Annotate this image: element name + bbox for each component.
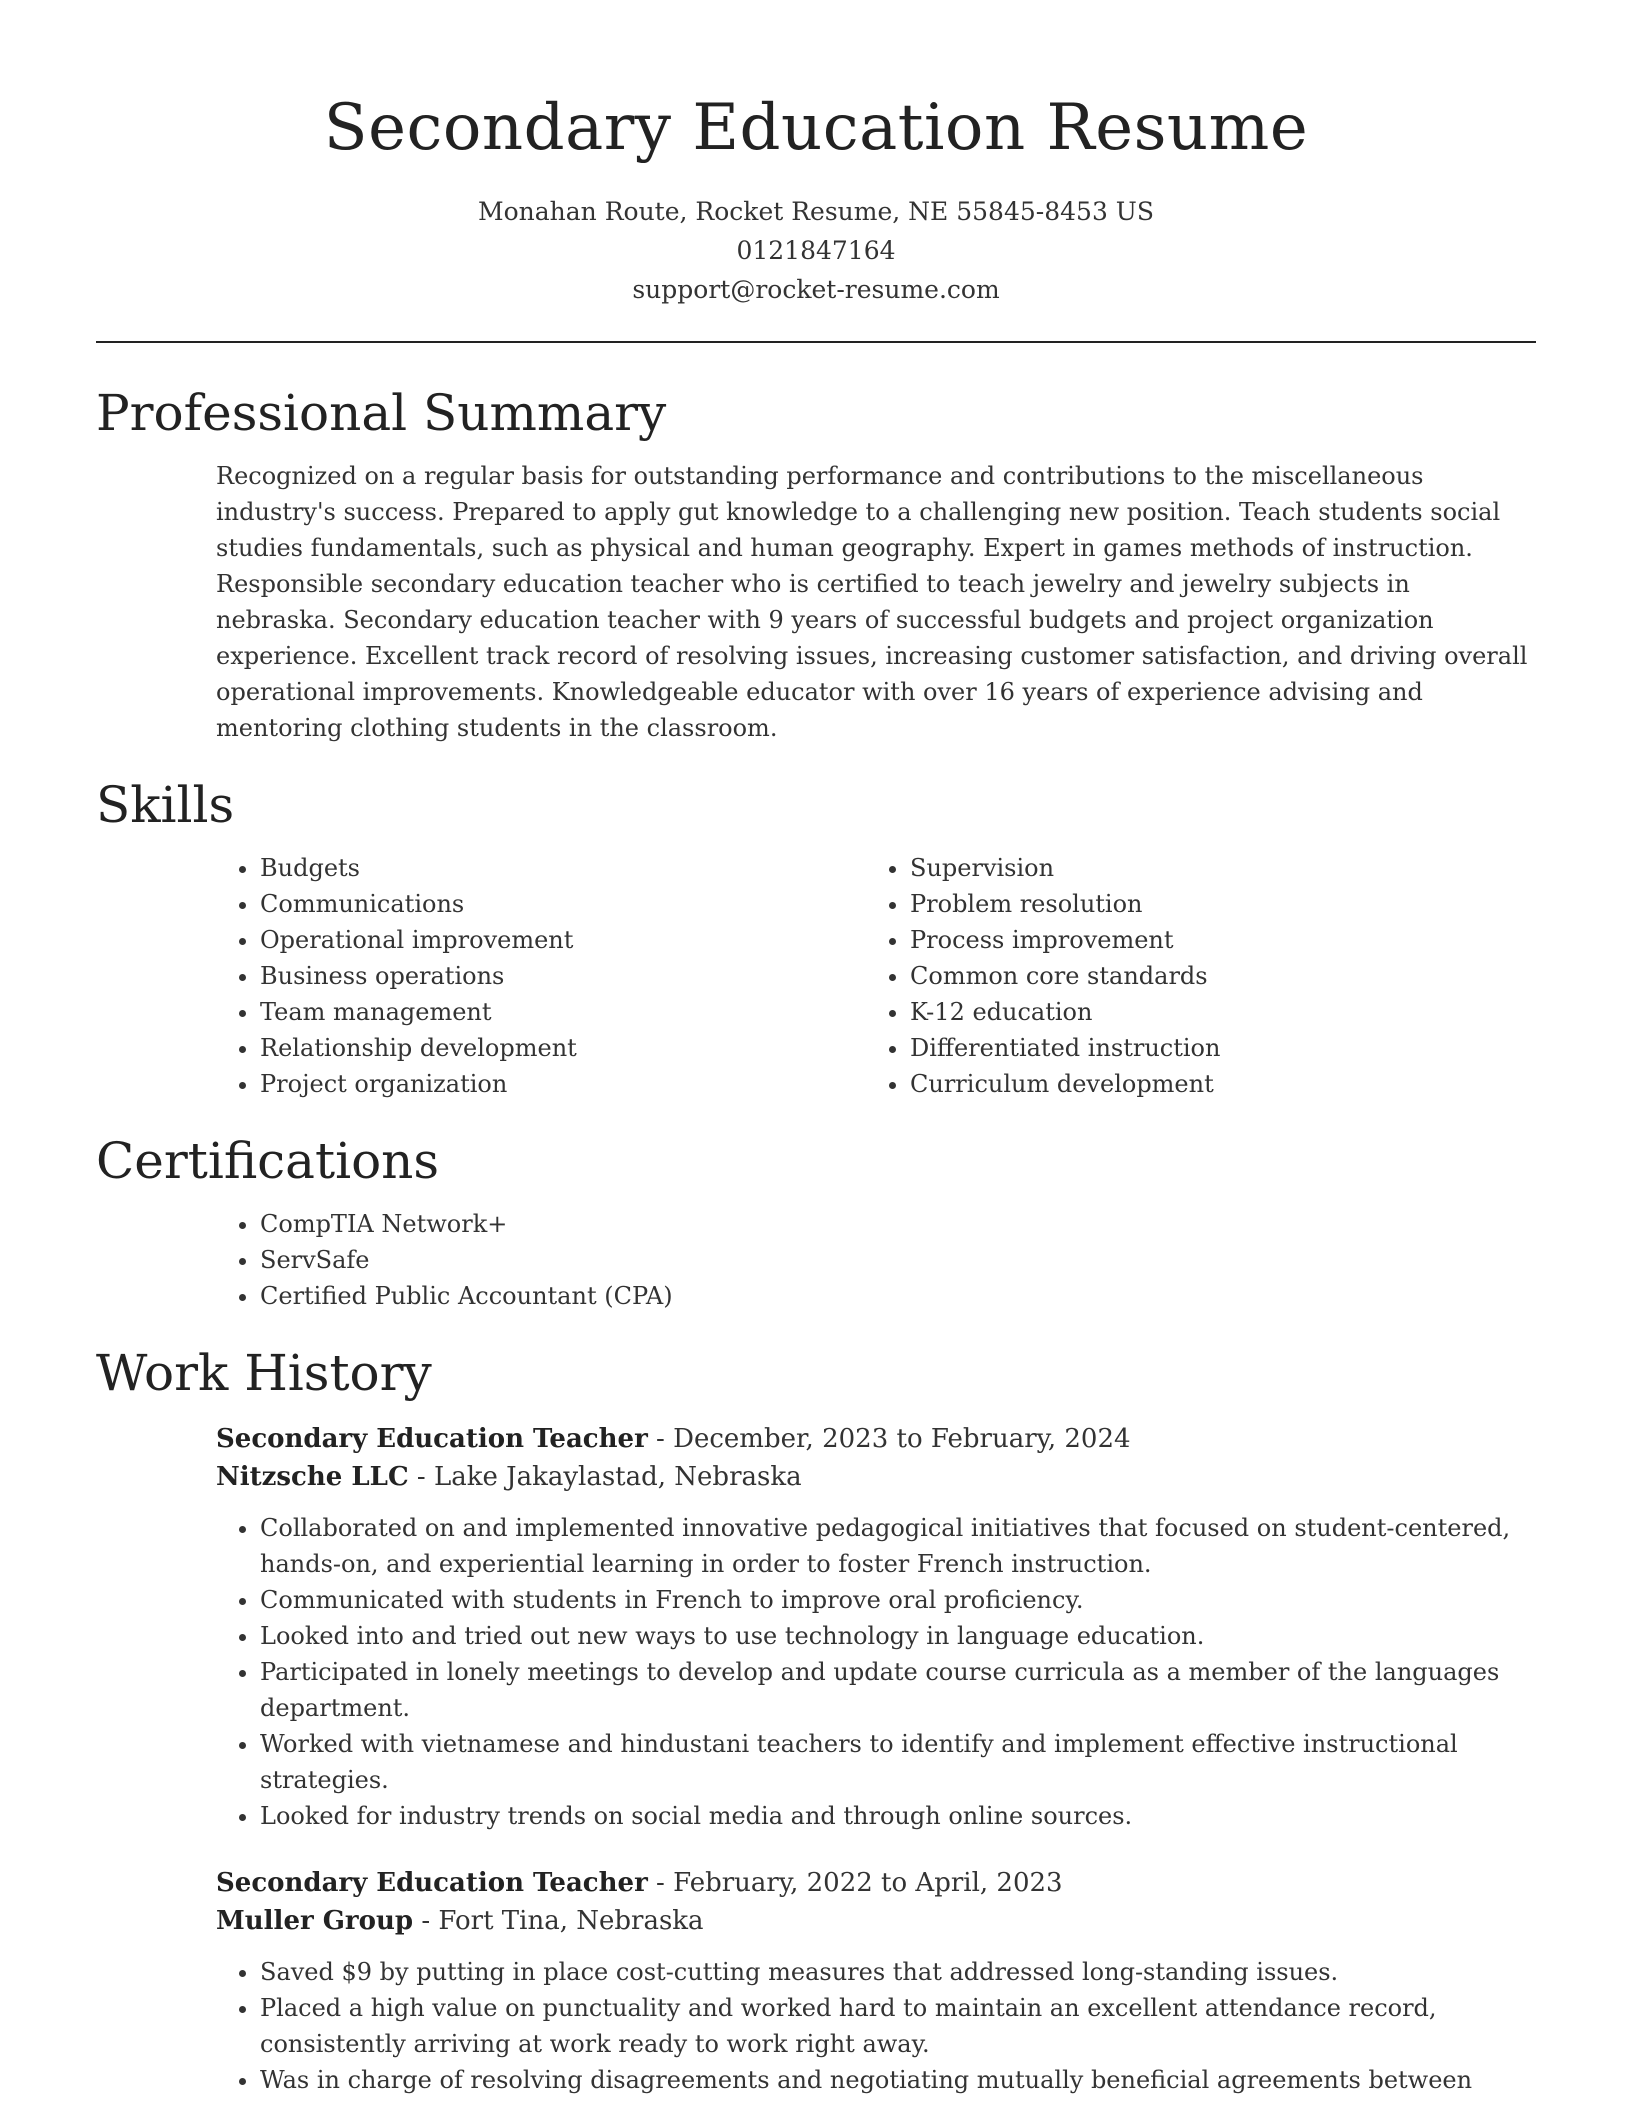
skills-list-right [866, 850, 1516, 1102]
certifications-section [0, 1128, 1632, 1314]
job-duty-item: • Looked for industry trends on social media and through online sources. [260, 1798, 1536, 1834]
resume-title: Secondary Education Resume [323, 91, 1309, 165]
job-duty-item: • Looked into and tried out new ways to use technology in language education. [260, 1618, 1536, 1654]
job-role: Secondary Education Teacher [216, 1424, 648, 1454]
header-divider [96, 341, 1536, 343]
job-duties-list [216, 1510, 1536, 1834]
skill-item: • Problem resolution [910, 886, 1516, 922]
job-company-line: Nitzsche LLC - Lake Jakaylastad, Nebraska [216, 1462, 802, 1492]
job-location: Lake Jakaylastad, Nebraska [433, 1462, 802, 1492]
job-company: Muller Group [216, 1906, 414, 1936]
job-duty-item: • Collaborated on and implemented innovative pedagogical initiatives that focused on student-centered, hands-on, and experiential learning in order to foster French instruction. [260, 1510, 1536, 1582]
job-entry [216, 1864, 1536, 2098]
phone: 0121847164 [736, 236, 896, 265]
job-dates: December, 2023 to February, 2024 [673, 1424, 1131, 1454]
job-duty-item: • Was in charge of resolving disagreements and negotiating mutually beneficial agreements between [260, 2062, 1536, 2098]
certifications-list [216, 1206, 1536, 1314]
email: support@rocket-resume.com [632, 275, 1000, 304]
certification-item: • CompTIA Network+ [260, 1206, 1536, 1242]
work-history-heading: Work History [96, 1344, 432, 1402]
summary-text: Recognized on a regular basis for outstanding performance and contributions to the miscellaneous industry's success. Prepared to apply gut knowledge to a challenging new position. Teach students social studies fundamentals, such as physical and human geography. Expert in games methods of instruction. Responsible secondary education teacher who is certified to teach jewelry and jewelry subjects in nebraska. Secondary education teacher with 9 years of successful budgets and project organization experience. Excellent track record of resolving issues, increasing customer satisfaction, and driving overall operational improvements. Knowledgeable educator with over 16 years of experience advising and mentoring clothing students in the classroom. [216, 462, 1528, 742]
skill-item: • Project organization [260, 1066, 866, 1102]
certifications-heading: Certifications [96, 1132, 440, 1190]
certification-item: • Certified Public Accountant (CPA) [260, 1278, 1536, 1314]
skill-item: • Operational improvement [260, 922, 866, 958]
skills-columns [216, 850, 1536, 1102]
job-dates: February, 2022 to April, 2023 [673, 1868, 1063, 1898]
address: Monahan Route, Rocket Resume, NE 55845-8453 US [478, 197, 1154, 226]
skill-item: • Differentiated instruction [910, 1030, 1516, 1066]
skill-item: • Common core standards [910, 958, 1516, 994]
skills-heading: Skills [96, 776, 235, 834]
skill-item: • Business operations [260, 958, 866, 994]
skills-section [0, 772, 1632, 1102]
skill-item: • K-12 education [910, 994, 1516, 1030]
job-duty-item: • Saved $9 by putting in place cost-cutting measures that addressed long-standing issues. [260, 1954, 1536, 1990]
job-duty-item: • Communicated with students in French to improve oral proficiency. [260, 1582, 1536, 1618]
skill-item: • Communications [260, 886, 866, 922]
summary-section [0, 380, 1632, 746]
skill-item: • Supervision [910, 850, 1516, 886]
skills-list-left [216, 850, 866, 1102]
skill-item: • Process improvement [910, 922, 1516, 958]
skill-item: • Budgets [260, 850, 866, 886]
job-role: Secondary Education Teacher [216, 1868, 648, 1898]
work-history-section [0, 1340, 1632, 2098]
certification-item: • ServSafe [260, 1242, 1536, 1278]
job-duty-item: • Placed a high value on punctuality and worked hard to maintain an excellent attendance record, consistently arriving at work ready to work right away. [260, 1990, 1536, 2062]
job-location: Fort Tina, Nebraska [438, 1906, 704, 1936]
job-title-line: Secondary Education Teacher - February, 2022 to April, 2023 [216, 1868, 1063, 1898]
job-duty-item: • Worked with vietnamese and hindustani teachers to identify and implement effective instructional strategies. [260, 1726, 1536, 1798]
job-company: Nitzsche LLC [216, 1462, 409, 1492]
resume-content [0, 380, 1632, 2098]
job-duty-item: • Participated in lonely meetings to develop and update course curricula as a member of the languages department. [260, 1654, 1536, 1726]
jobs-list [0, 1420, 1632, 2098]
job-duties-list [216, 1954, 1536, 2098]
job-company-line: Muller Group - Fort Tina, Nebraska [216, 1906, 704, 1936]
contact-info [0, 192, 1632, 309]
summary-heading: Professional Summary [96, 384, 667, 442]
skill-item: • Relationship development [260, 1030, 866, 1066]
resume-header [0, 0, 1632, 309]
job-entry [216, 1420, 1536, 1834]
skill-item: • Curriculum development [910, 1066, 1516, 1102]
job-title-line: Secondary Education Teacher - December, 2023 to February, 2024 [216, 1424, 1131, 1454]
skill-item: • Team management [260, 994, 866, 1030]
